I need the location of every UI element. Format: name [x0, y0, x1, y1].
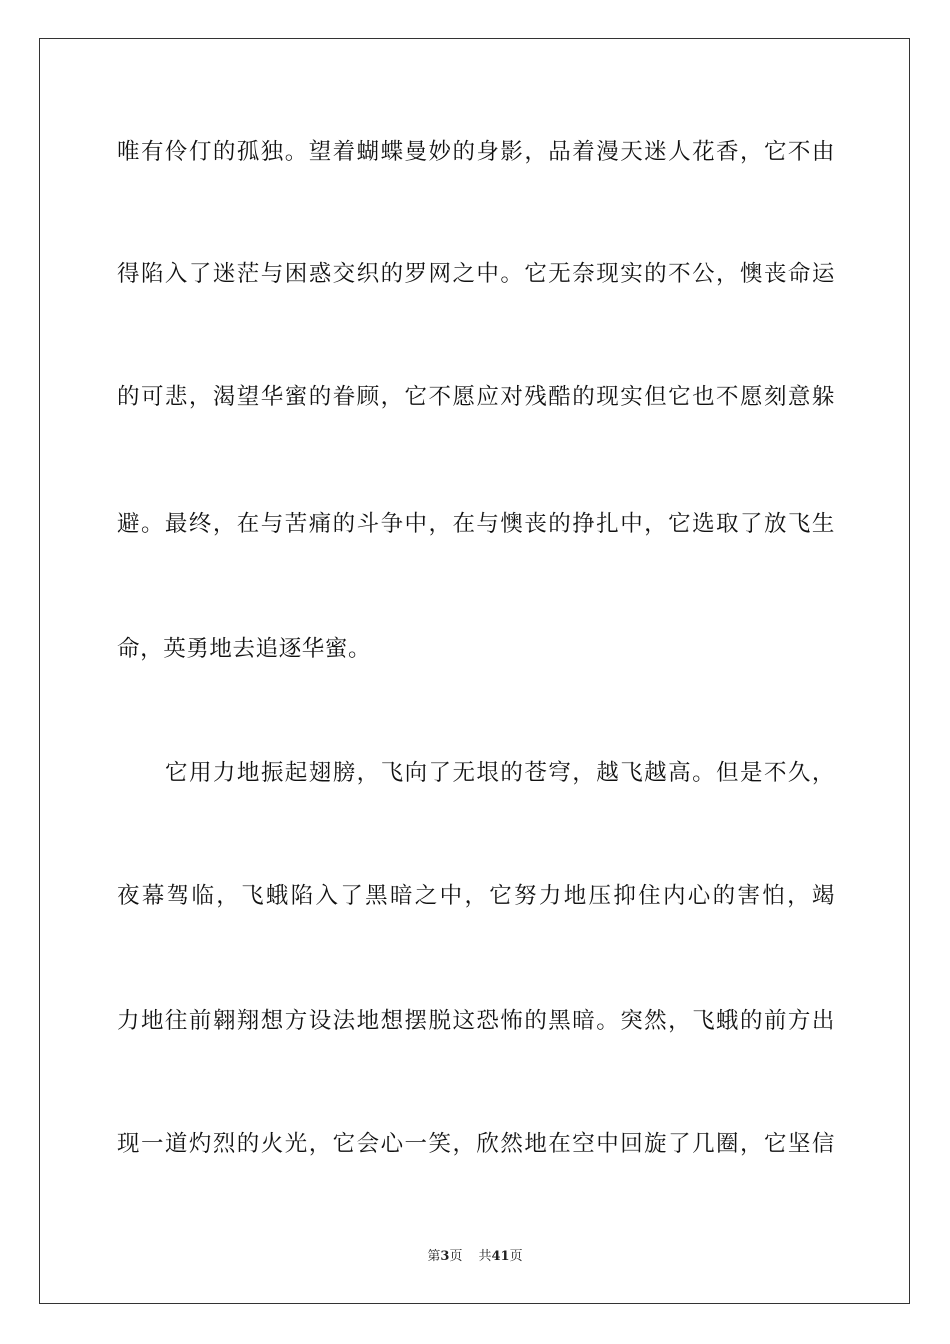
page-footer — [0, 1248, 950, 1266]
text-line-1: 唯有伶仃的孤独。望着蝴蝶曼妙的身影，品着漫天迷人花香，它不由 — [117, 139, 835, 165]
footer-page-number: 3 — [440, 1249, 450, 1264]
text-line-8: 力地往前翱翔想方设法地想摆脱这恐怖的黑暗。突然，飞蛾的前方出 — [117, 1008, 835, 1034]
footer-total-prefix: 共 — [478, 1249, 492, 1264]
footer-total-pages: 41 — [491, 1249, 510, 1264]
text-line-5: 命，英勇地去追逐华蜜。 — [117, 636, 372, 662]
text-line-2: 得陷入了迷茫与困惑交织的罗网之中。它无奈现实的不公，懊丧命运 — [117, 261, 835, 287]
text-line-9: 现一道灼烈的火光，它会心一笑，欣然地在空中回旋了几圈，它坚信 — [117, 1131, 835, 1157]
footer-page-suffix: 页 — [449, 1249, 463, 1264]
footer-page-prefix: 第 — [427, 1249, 441, 1264]
text-line-3: 的可悲，渴望华蜜的眷顾，它不愿应对残酷的现实但它也不愿刻意躲 — [117, 384, 835, 410]
page-border — [39, 38, 910, 1304]
text-line-7: 夜幕驾临，飞蛾陷入了黑暗之中，它努力地压抑住内心的害怕，竭 — [117, 883, 835, 909]
paragraph-start-line: 它用力地振起翅膀，飞向了无垠的苍穹，越飞越高。但是不久， — [165, 760, 835, 786]
footer-total-suffix: 页 — [509, 1249, 523, 1264]
text-line-4: 避。最终，在与苦痛的斗争中，在与懊丧的挣扎中，它选取了放飞生 — [117, 511, 835, 537]
